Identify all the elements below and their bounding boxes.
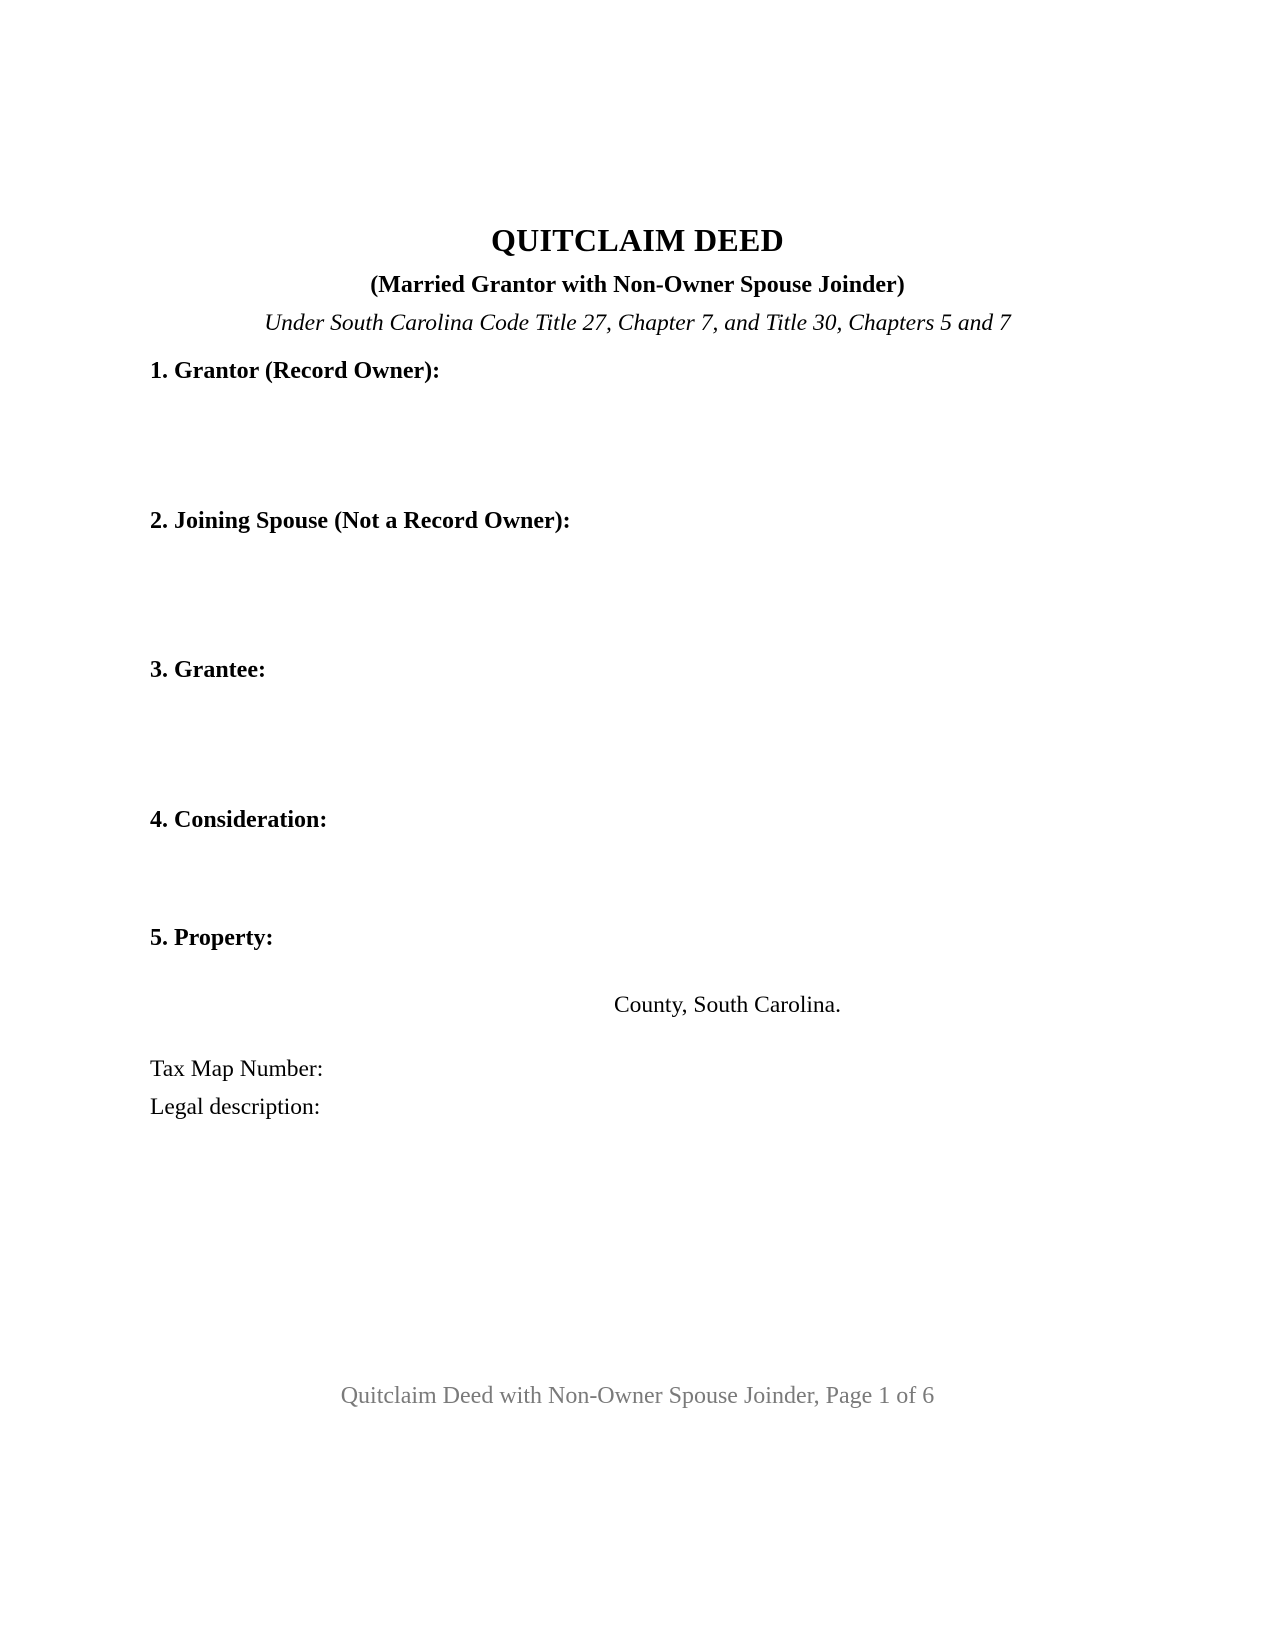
document-title: QUITCLAIM DEED: [490, 222, 785, 258]
property-county-line: County, South Carolina.: [614, 992, 841, 1018]
statute-reference: Under South Carolina Code Title 27, Chapter 7, and Title 30, Chapters 5 and 7: [264, 310, 1011, 336]
legal-description-label: Legal description:: [150, 1094, 321, 1120]
page-footer: Quitclaim Deed with Non-Owner Spouse Joinder, Page 1 of 6: [340, 1383, 935, 1409]
section-heading-grantor: 1. Grantor (Record Owner):: [150, 358, 441, 384]
section-heading-property: 5. Property:: [150, 925, 274, 951]
document-subtitle: (Married Grantor with Non-Owner Spouse Joinder): [370, 272, 905, 298]
section-heading-joining-spouse: 2. Joining Spouse (Not a Record Owner):: [150, 508, 571, 534]
section-heading-grantee: 3. Grantee:: [150, 657, 266, 683]
section-heading-consideration: 4. Consideration:: [150, 807, 328, 833]
tax-map-number-label: Tax Map Number:: [150, 1056, 324, 1082]
